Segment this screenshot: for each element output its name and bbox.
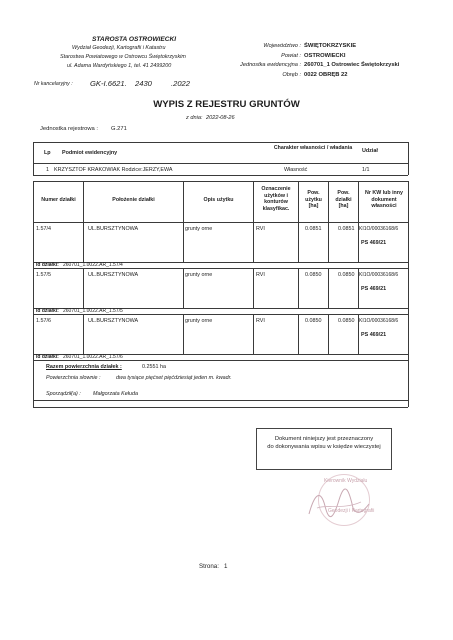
registry-label: Nr kancelaryjny :	[34, 81, 73, 87]
notice-line-1: Dokument niniejszy jest przeznaczony	[274, 436, 374, 442]
office-title: STAROSTA OSTROWIECKI	[92, 36, 177, 43]
parcel-doc: PS 469/21	[361, 286, 387, 292]
registry-unit-value: G.271	[111, 126, 127, 132]
prepared-by-value: Małgorzata Kełuda	[93, 391, 138, 397]
parcel-area: 0.0850	[338, 272, 355, 278]
seal-text-bottom: Geodezji i Kartografii	[328, 508, 375, 514]
registry-part1: GK-I.6621.	[90, 79, 127, 88]
notice-line-2: do dokonywania wpisu w księdze wieczystej	[267, 444, 381, 450]
owners-header-character: Charakter własności / władania	[273, 145, 353, 151]
registry-part3: .2022	[171, 79, 191, 88]
area-words-value: dwa tysiące pięćset pięćdziesiąt jeden m. kwadr.	[116, 375, 232, 381]
county-value: OSTROWIECKI	[304, 53, 346, 59]
unit-label: Jednostka ewidencyjna :	[240, 62, 301, 68]
parcel-kw: KI1O/00036168/6	[359, 226, 399, 232]
total-area-value: 0.2551 ha	[142, 364, 166, 370]
signature	[303, 486, 373, 522]
page-number: 1	[224, 563, 228, 570]
registry-part2: 2430	[135, 79, 152, 88]
parcels-header-use-area: Pow. użytku [ha]	[305, 190, 322, 210]
parcel-designation: RVI	[256, 318, 265, 324]
parcel-id-label: Id działki:	[36, 308, 59, 314]
parcels-header-location: Położenie działki	[112, 197, 155, 203]
voivodeship-label: Województwo :	[263, 43, 301, 49]
parcel-use-area: 0.0851	[305, 226, 322, 232]
parcel-id: 260701_1.0022.AR_1.57/6	[63, 354, 123, 360]
parcel-id-label: Id działki:	[36, 354, 59, 360]
date-value: 2022-08-26	[206, 115, 235, 121]
area-words-label: Powierzchnia słownie :	[46, 375, 101, 381]
office-line: Starostwa Powiatowego w Ostrowcu Świętokrzyskim	[60, 54, 186, 60]
parcel-kw: KI1O/00036168/6	[359, 272, 399, 278]
parcels-header-number: Numer działki	[41, 197, 76, 203]
parcel-number: 1.57/4	[36, 226, 51, 232]
parcel-id-label: Id działki:	[36, 262, 59, 268]
seal-text-top: Kierownik Wydziału	[324, 478, 368, 484]
county-label: Powiat :	[281, 53, 301, 59]
parcels-header-parcel-area: Pow. działki [ha]	[335, 190, 352, 210]
owner-share: 1/1	[362, 167, 370, 173]
parcel-use-area: 0.0850	[305, 318, 322, 324]
prepared-by-label: Sporządził(a) :	[46, 391, 81, 397]
parcels-header-kw: Nr KW lub inny dokument własności	[365, 190, 403, 210]
office-address: ul. Adama Wardyńskiego 1, tel. 41 2499200	[67, 63, 172, 69]
owner-character: Własność	[284, 167, 308, 173]
parcel-area: 0.0851	[338, 226, 355, 232]
parcel-description: grunty orne	[185, 318, 213, 324]
voivodeship-value: ŚWIĘTOKRZYSKIE	[304, 43, 357, 49]
parcels-header-designation: Oznaczenie użytków i konturów klasyfikac.	[261, 186, 291, 212]
parcel-description: grunty orne	[185, 272, 213, 278]
parcel-location: UL.BURSZTYNOWA	[88, 272, 139, 278]
notice-box	[256, 428, 392, 470]
owners-header-subject: Podmiot ewidencyjny	[62, 150, 118, 156]
parcel-location: UL.BURSZTYNOWA	[88, 318, 139, 324]
registry-unit-label: Jednostka rejestrowa :	[40, 126, 98, 132]
office-department: Wydział Geodezji, Kartografii i Katastru	[72, 45, 166, 51]
parcel-designation: RVI	[256, 272, 265, 278]
parcel-doc: PS 469/21	[361, 332, 387, 338]
date-label: z dnia:	[186, 115, 203, 121]
parcel-number: 1.57/6	[36, 318, 51, 324]
parcels-header-description: Opis użytku	[203, 197, 234, 203]
owner-lp: 1	[46, 167, 49, 173]
parcel-id: 260701_1.0022.AR_1.57/4	[63, 262, 123, 268]
unit-value: 260701_1 Ostrowiec Świętokrzyski	[304, 62, 400, 68]
precinct-value: 0022 OBRĘB 22	[304, 72, 348, 78]
owners-header-lp: Lp	[44, 150, 51, 156]
owner-subject: KRZYSZTOF KRAKOWIAK Rodzice:JERZY,EWA	[54, 167, 173, 173]
parcel-use-area: 0.0850	[305, 272, 322, 278]
parcel-location: UL.BURSZTYNOWA	[88, 226, 139, 232]
parcel-doc: PS 469/21	[361, 240, 387, 246]
total-area-label: Razem powierzchnia działek :	[46, 364, 122, 370]
parcel-description: grunty orne	[185, 226, 213, 232]
precinct-label: Obręb :	[282, 72, 301, 78]
page-label: Strona:	[199, 563, 219, 570]
owners-header-share: Udział	[362, 148, 378, 154]
parcel-area: 0.0850	[338, 318, 355, 324]
parcel-kw: KI1O/00036168/6	[359, 318, 399, 324]
document-title: WYPIS Z REJESTRU GRUNTÓW	[153, 99, 300, 110]
parcel-id: 260701_1.0022.AR_1.57/5	[63, 308, 123, 314]
parcel-designation: RVI	[256, 226, 265, 232]
parcel-number: 1.57/5	[36, 272, 51, 278]
